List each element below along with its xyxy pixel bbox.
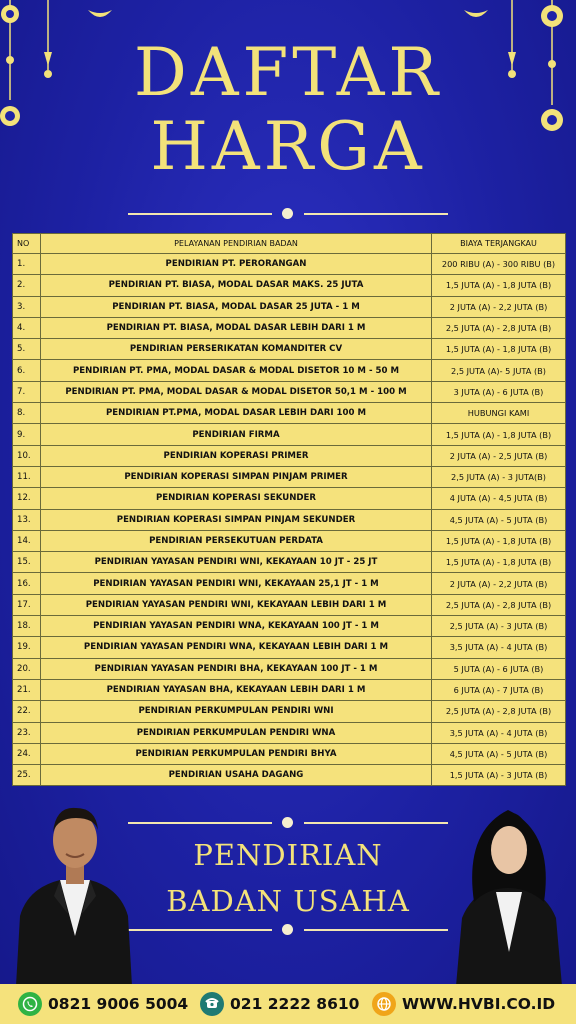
row-number: 14. [13,530,41,551]
table-row [13,275,566,296]
row-price: 4 JUTA (A) - 4,5 JUTA (B) [432,488,566,509]
row-number: 4. [13,317,41,338]
table-row [13,254,566,275]
row-service: PENDIRIAN PERSERIKATAN KOMANDITER CV [41,339,432,360]
whatsapp-icon [18,992,42,1016]
header-service: PELAYANAN PENDIRIAN BADAN [41,234,432,254]
row-price: 6 JUTA (A) - 7 JUTA (B) [432,679,566,700]
phone-icon [200,992,224,1016]
whatsapp-number: 0821 9006 5004 [48,995,189,1013]
table-row [13,552,566,573]
table-row [13,488,566,509]
row-number: 6. [13,360,41,381]
row-number: 17. [13,594,41,615]
row-number: 22. [13,701,41,722]
table-row [13,445,566,466]
row-service: PENDIRIAN KOPERASI SIMPAN PINJAM SEKUNDER [41,509,432,530]
row-price: 2 JUTA (A) - 2,5 JUTA (B) [432,445,566,466]
row-price: 1,5 JUTA (A) - 1,8 JUTA (B) [432,275,566,296]
row-number: 19. [13,637,41,658]
title-line-1: DAFTAR [133,34,443,111]
row-number: 25. [13,765,41,786]
contact-whatsapp[interactable] [18,992,188,1016]
row-service: PENDIRIAN YAYASAN PENDIRI WNI, KEKAYAAN 10 JT - 25 JT [41,552,432,573]
header-price: BIAYA TERJANGKAU [432,234,566,254]
row-price: 2,5 JUTA (A)- 5 JUTA (B) [432,360,566,381]
row-service: PENDIRIAN YAYASAN PENDIRI WNA, KEKAYAAN 100 JT - 1 M [41,616,432,637]
divider-bottom [128,924,448,936]
row-service: PENDIRIAN PT. BIASA, MODAL DASAR MAKS. 25 JUTA [41,275,432,296]
row-service: PENDIRIAN KOPERASI SEKUNDER [41,488,432,509]
row-number: 15. [13,552,41,573]
row-price: 2,5 JUTA (A) - 3 JUTA(B) [432,466,566,487]
row-number: 8. [13,403,41,424]
row-price: 2,5 JUTA (A) - 2,8 JUTA (B) [432,594,566,615]
row-price: 3,5 JUTA (A) - 4 JUTA (B) [432,637,566,658]
table-header-row [13,234,566,254]
row-service: PENDIRIAN YAYASAN PENDIRI WNI, KEKAYAAN 25,1 JT - 1 M [41,573,432,594]
row-price: 1,5 JUTA (A) - 3 JUTA (B) [432,765,566,786]
phone-number: 021 2222 8610 [230,995,360,1013]
row-service: PENDIRIAN KOPERASI SIMPAN PINJAM PRIMER [41,466,432,487]
row-service: PENDIRIAN PERSEKUTUAN PERDATA [41,530,432,551]
row-number: 10. [13,445,41,466]
header-no: NO [13,234,41,254]
table-row [13,616,566,637]
woman-photo [452,792,566,986]
table-row [13,701,566,722]
row-service: PENDIRIAN KOPERASI PRIMER [41,445,432,466]
row-price: 3,5 JUTA (A) - 4 JUTA (B) [432,722,566,743]
row-service: PENDIRIAN PERKUMPULAN PENDIRI WNA [41,722,432,743]
table-row [13,679,566,700]
row-number: 1. [13,254,41,275]
subtitle-line-2: BADAN USAHA [166,884,410,918]
row-service: PENDIRIAN PT. PMA, MODAL DASAR & MODAL DISETOR 10 M - 50 M [41,360,432,381]
row-price: 1,5 JUTA (A) - 1,8 JUTA (B) [432,339,566,360]
row-service: PENDIRIAN PERKUMPULAN PENDIRI BHYA [41,743,432,764]
table-row [13,530,566,551]
row-number: 20. [13,658,41,679]
row-price: 2,5 JUTA (A) - 2,8 JUTA (B) [432,317,566,338]
title-line-2: HARGA [150,108,426,185]
row-price: 5 JUTA (A) - 6 JUTA (B) [432,658,566,679]
subtitle-line-1: PENDIRIAN [193,838,383,872]
table-row [13,637,566,658]
divider-top [128,208,448,220]
price-table [12,233,566,786]
table-row [13,573,566,594]
row-number: 16. [13,573,41,594]
row-service: PENDIRIAN FIRMA [41,424,432,445]
row-price: 2 JUTA (A) - 2,2 JUTA (B) [432,296,566,317]
divider-middle [128,817,448,829]
row-number: 5. [13,339,41,360]
row-number: 9. [13,424,41,445]
table-row [13,381,566,402]
table-row [13,509,566,530]
table-row [13,339,566,360]
row-service: PENDIRIAN PT. BIASA, MODAL DASAR 25 JUTA - 1 M [41,296,432,317]
row-number: 12. [13,488,41,509]
man-photo [14,796,134,986]
table-row [13,424,566,445]
row-service: PENDIRIAN PT.PMA, MODAL DASAR LEBIH DARI 100 M [41,403,432,424]
row-price: 2,5 JUTA (A) - 2,8 JUTA (B) [432,701,566,722]
row-number: 23. [13,722,41,743]
row-service: PENDIRIAN PT. PERORANGAN [41,254,432,275]
row-number: 3. [13,296,41,317]
row-price: 1,5 JUTA (A) - 1,8 JUTA (B) [432,424,566,445]
table-row [13,658,566,679]
row-price: 4,5 JUTA (A) - 5 JUTA (B) [432,509,566,530]
table-row [13,317,566,338]
row-price: 4,5 JUTA (A) - 5 JUTA (B) [432,743,566,764]
globe-icon [372,992,396,1016]
table-row [13,360,566,381]
row-service: PENDIRIAN PT. BIASA, MODAL DASAR LEBIH DARI 1 M [41,317,432,338]
row-service: PENDIRIAN PERKUMPULAN PENDIRI WNI [41,701,432,722]
row-number: 21. [13,679,41,700]
contact-phone[interactable] [200,992,359,1016]
footer-bar [0,984,576,1024]
table-row [13,765,566,786]
table-row [13,466,566,487]
table-row [13,296,566,317]
row-price: 3 JUTA (A) - 6 JUTA (B) [432,381,566,402]
row-service: PENDIRIAN USAHA DAGANG [41,765,432,786]
table-row [13,403,566,424]
row-price: 1,5 JUTA (A) - 1,8 JUTA (B) [432,530,566,551]
contact-website[interactable] [372,992,555,1016]
table-row [13,722,566,743]
row-number: 24. [13,743,41,764]
row-service: PENDIRIAN PT. PMA, MODAL DASAR & MODAL DISETOR 50,1 M - 100 M [41,381,432,402]
row-price: HUBUNGI KAMI [432,403,566,424]
row-service: PENDIRIAN YAYASAN PENDIRI WNA, KEKAYAAN LEBIH DARI 1 M [41,637,432,658]
row-price: 2,5 JUTA (A) - 3 JUTA (B) [432,616,566,637]
row-price: 1,5 JUTA (A) - 1,8 JUTA (B) [432,552,566,573]
website-url: WWW.HVBI.CO.ID [402,995,556,1013]
row-service: PENDIRIAN YAYASAN BHA, KEKAYAAN LEBIH DARI 1 M [41,679,432,700]
row-number: 13. [13,509,41,530]
row-service: PENDIRIAN YAYASAN PENDIRI WNI, KEKAYAAN LEBIH DARI 1 M [41,594,432,615]
row-price: 2 JUTA (A) - 2,2 JUTA (B) [432,573,566,594]
table-row [13,594,566,615]
table-row [13,743,566,764]
row-number: 18. [13,616,41,637]
row-number: 7. [13,381,41,402]
row-number: 11. [13,466,41,487]
row-service: PENDIRIAN YAYASAN PENDIRI BHA, KEKAYAAN 100 JT - 1 M [41,658,432,679]
row-price: 200 RIBU (A) - 300 RIBU (B) [432,254,566,275]
row-number: 2. [13,275,41,296]
